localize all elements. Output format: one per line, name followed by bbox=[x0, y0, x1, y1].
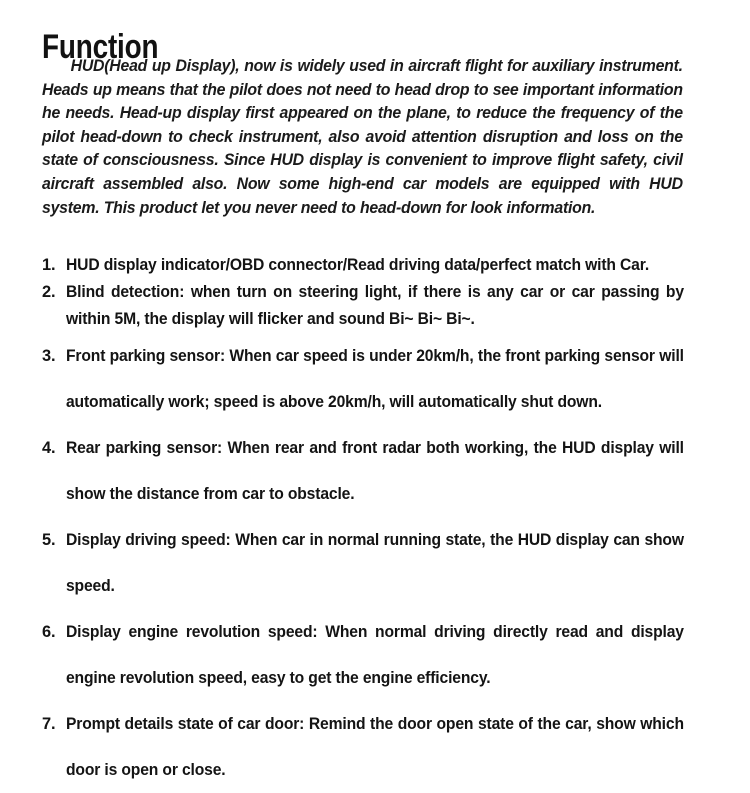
list-item-text: Display engine revolution speed: When normal driving directly read and display engine revolution speed, easy to get the engine efficiency. bbox=[66, 623, 684, 687]
list-item bbox=[42, 609, 713, 701]
list-item-text: Blind detection: when turn on steering light, if there is any car or car passing by within 5M, the display will flicker and sound Bi~ Bi~ Bi~. bbox=[66, 283, 684, 328]
list-item-text: Display driving speed: When car in normal running state, the HUD display can show speed. bbox=[66, 531, 684, 595]
list-item-text: Front parking sensor: When car speed is under 20km/h, the front parking sensor will automatically work; speed is above 20km/h, will automatically shut down. bbox=[66, 347, 684, 411]
list-item-number: 1. bbox=[42, 256, 56, 274]
list-item-number: 5. bbox=[42, 531, 56, 549]
list-item-number: 6. bbox=[42, 623, 56, 641]
list-item bbox=[42, 425, 713, 517]
list-item-number: 3. bbox=[42, 347, 56, 365]
list-item bbox=[42, 701, 713, 793]
list-item-text: Prompt details state of car door: Remind the door open state of the car, show which door is open or close. bbox=[66, 715, 684, 779]
list-item-text: Rear parking sensor: When rear and front radar both working, the HUD display will show the distance from car to obstacle. bbox=[66, 439, 684, 503]
list-item-text: HUD display indicator/OBD connector/Read driving data/perfect match with Car. bbox=[66, 256, 650, 274]
feature-list bbox=[42, 252, 713, 793]
intro-section bbox=[42, 54, 713, 219]
list-item bbox=[42, 252, 713, 279]
list-item bbox=[42, 279, 713, 333]
intro-paragraph: HUD(Head up Display), now is widely used in aircraft flight for auxiliary instrument. Heads up means that the pilot does not need to head drop to see important information he needs. Head-up display first appeared on the plane, to reduce the frequency of the pilot head-down to check instrument, also avoid attention disruption and loss on the state of consciousness. Since HUD display is convenient to improve flight safety, civil aircraft assembled also. Now some high-end car models are equipped with HUD system. This product let you never need to head-down for look information. bbox=[42, 56, 683, 217]
page-title: Function bbox=[42, 27, 159, 66]
list-item-number: 2. bbox=[42, 283, 56, 301]
list-item bbox=[42, 333, 713, 425]
list-item-number: 4. bbox=[42, 439, 56, 457]
list-item bbox=[42, 517, 713, 609]
list-item-number: 7. bbox=[42, 715, 56, 733]
